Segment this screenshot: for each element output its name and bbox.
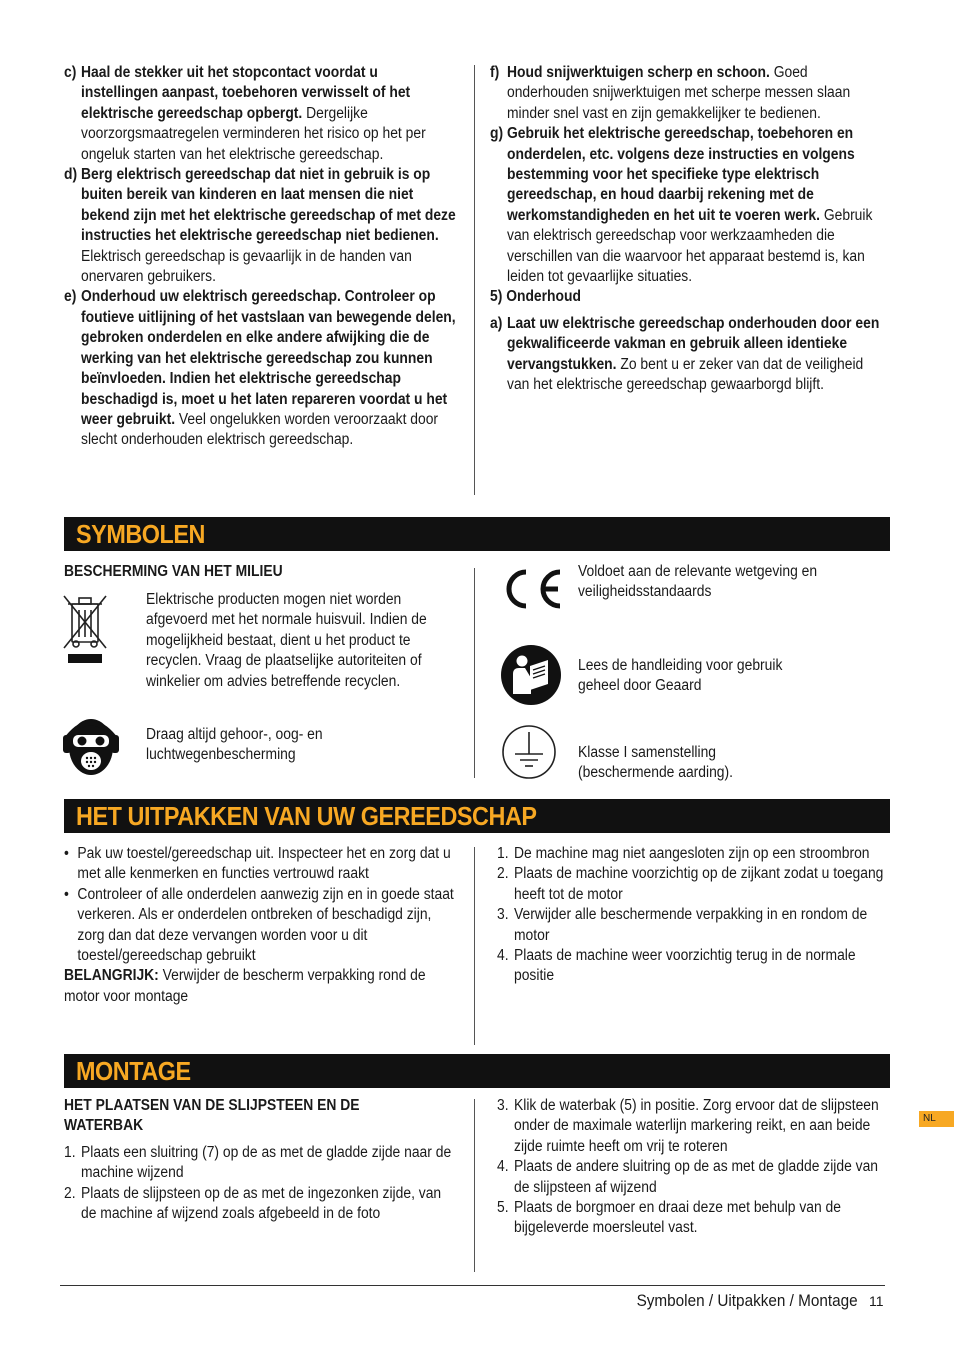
safety-item-f: f) Houd snijwerktuigen scherp en schoon. Goed onderhouden snijwerktuigen met scherpe messen slaan minder snel vast en zijn gemakkelijker te bedienen. xyxy=(490,64,851,122)
column-divider xyxy=(474,1099,475,1272)
safety-item-c: c) Haal de stekker uit het stopcontact voordat u instellingen aanpast, toebehoren verwisselt of het elektrische gereedschap opbergt. Dergelijke voorzorgsmaatregelen verminderen het risico op het per ongeluk starten van het elektrische gereedschap. xyxy=(64,64,426,163)
milieu-heading: BESCHERMING VAN HET MILIEU xyxy=(64,563,283,580)
list-item: 2. Plaats de machine voorzichtig op de zijkant zodat u toegang heeft tot de motor xyxy=(497,865,884,903)
uitpakken-title: HET UITPAKKEN VAN UW GEREEDSCHAP xyxy=(76,801,537,831)
montage-title: MONTAGE xyxy=(76,1056,191,1086)
safety-item-e: e) Onderhoud uw elektrisch gereedschap. Controleer op foutieve uitlijning of het vastslaan van bewegende delen, gebroken onderdelen en elke andere afwijking die de werking van het elektrische gereedschap zou kunnen beïnvloeden. Indien het elektrische gereedschap beschadigd is, moet u het laten repareren voordat u het weer gebruikt. Veel ongelukken worden veroorzaakt door slecht onderhouden elektrisch gereedschap. xyxy=(64,288,456,449)
manual-text: Lees de handleiding voor gebruik geheel door Geaard xyxy=(578,657,783,695)
safety-item-d: d) Berg elektrisch gereedschap dat niet in gebruik is op buiten bereik van kinderen en laat mensen die niet bekend zijn met het elektrische gereedschap of met deze instructies het elektrische gereedschap niet bedienen. Elektrisch gereedschap is gevaarlijk in de handen van onervaren gebruikers. xyxy=(64,166,456,286)
symbolen-title: SYMBOLEN xyxy=(76,519,206,549)
list-item: • Controleer of alle onderdelen aanwezig zijn en in goede staat verkeren. Als er onderdelen ontbreken of beschadigd zijn, zorg dan dat deze vervangen worden voor u dit toestel/gereedschap gebruikt xyxy=(64,885,454,965)
list-item: 1. De machine mag niet aangesloten zijn op een stroombron xyxy=(497,845,870,862)
footer-divider xyxy=(60,1285,885,1286)
list-item: • Pak uw toestel/gereedschap uit. Inspecteer het en zorg dat u met alle kenmerken en functies vertrouwd raakt xyxy=(64,845,451,883)
safety-item-bold: Berg elektrisch gereedschap dat niet in gebruik is op buiten bereik van kinderen en laat mensen die niet bekend zijn met het elektrische gereedschap of met deze instructies het elektrische gereedschap niet bedienen. xyxy=(81,166,456,245)
list-item: 4. Plaats de andere sluitring op de as met de gladde zijde van de slijpsteen af wijzend xyxy=(497,1158,879,1196)
safety-item-g: g) Gebruik het elektrische gereedschap, toebehoren en onderdelen, etc. volgens deze instructies en volgens bestemming voor het specifieke type elektrisch gereedschap, en houd daarbij rekening met de werkomstandigheden en het uit te voeren werk. Gebruik van elektrisch gereedschap voor werkzaamheden die verschillen van die waarvoor het apparaat bestemd is, kan leiden tot gevaarlijke situaties. xyxy=(490,125,873,286)
montage-left-column xyxy=(64,1096,458,1224)
footer-section-label: Symbolen / Uitpakken / Montage xyxy=(636,1291,858,1310)
list-item: 5. Plaats de borgmoer en draai deze met behulp van de bijgeleverde moersleutel vast. xyxy=(497,1199,842,1237)
ppe-text: Draag altijd gehoor-, oog- en luchtwegenbescherming xyxy=(146,726,323,764)
montage-heading: HET PLAATSEN VAN DE SLIJPSTEEN EN DE WATERBAK xyxy=(64,1097,360,1135)
montage-section-bar xyxy=(64,1054,890,1088)
montage-right-column xyxy=(497,1096,891,1239)
safety-item-onderhoud-a: a) Laat uw elektrische gereedschap onderhouden door een gekwalificeerde vakman en gebruik alleen identieke vervangstukken. Zo bent u er zeker van dat de veiligheid van het elektrische gereedschap gewaarborgd blijft. xyxy=(490,314,880,394)
list-item: 1. Plaats een sluitring (7) op de as met de gladde zijde naar de machine wijzend xyxy=(64,1143,452,1182)
safety-item-bold: Haal de stekker uit het stopcontact voordat u instellingen aanpast, toebehoren verwisselt of het elektrische gereedschap opbergt. xyxy=(81,64,411,122)
uitpakken-section-bar xyxy=(64,799,890,833)
list-item: 4. Plaats de machine weer voorzichtig terug in de normale positie xyxy=(497,947,856,985)
language-tab: NL xyxy=(919,1111,954,1127)
ppe-face-icon xyxy=(62,713,120,782)
onderhoud-heading: 5) Onderhoud xyxy=(490,288,581,306)
read-manual-icon xyxy=(500,644,562,711)
earth-text: Klasse I samenstelling (beschermende aarding). xyxy=(578,744,734,782)
protective-earth-icon xyxy=(501,724,557,785)
uitpakken-left-column xyxy=(64,844,458,1007)
uitpakken-right-column xyxy=(497,844,891,987)
ce-text: Voldoet aan de relevante wetgeving en veiligheidsstandaards xyxy=(578,563,818,601)
safety-left-column xyxy=(64,63,456,451)
weee-text: Elektrische producten mogen niet worden afgevoerd met het normale huisvuil. Indien de mogelijkheid bestaat, dient u het product te recyclen. Vraag de plaatselijke autoriteiten of winkelier om advies betreffende recyclen. xyxy=(146,591,427,690)
column-divider xyxy=(474,568,475,778)
column-divider xyxy=(474,847,475,1045)
list-item: 3. Klik de waterbak (5) in positie. Zorg ervoor dat de slijpsteen onder de maximale waterlijn markering reikt, en aan beide zijde ruimte heeft om vrij te roteren xyxy=(497,1097,879,1155)
column-divider xyxy=(474,65,475,495)
symbolen-section-bar xyxy=(64,517,890,551)
list-item: 3. Verwijder alle beschermende verpakking in en rondom de motor xyxy=(497,906,868,944)
safety-item-bold: Onderhoud uw elektrisch gereedschap. Controleer op foutieve uitlijning of het vastslaan van bewegende delen, gebroken onderdelen en elke andere afwijking die de werking van het elektrische gereedschap zou kunnen beïnvloeden. Indien het elektrische gereedschap beschadigd is, moet u het laten repareren voordat u het weer gebruikt. xyxy=(81,288,456,428)
ce-mark-icon xyxy=(500,566,564,617)
list-item: 2. Plaats de slijpsteen op de as met de ingezonken zijde, van de machine af wijzend zoals afgebeeld in de foto xyxy=(64,1184,442,1223)
important-note: BELANGRIJK: Verwijder de bescherm verpakking rond de motor voor montage xyxy=(64,967,426,1005)
safety-right-column xyxy=(490,63,884,396)
weee-bin-icon xyxy=(60,592,110,669)
page-number: 11 xyxy=(869,1293,884,1309)
